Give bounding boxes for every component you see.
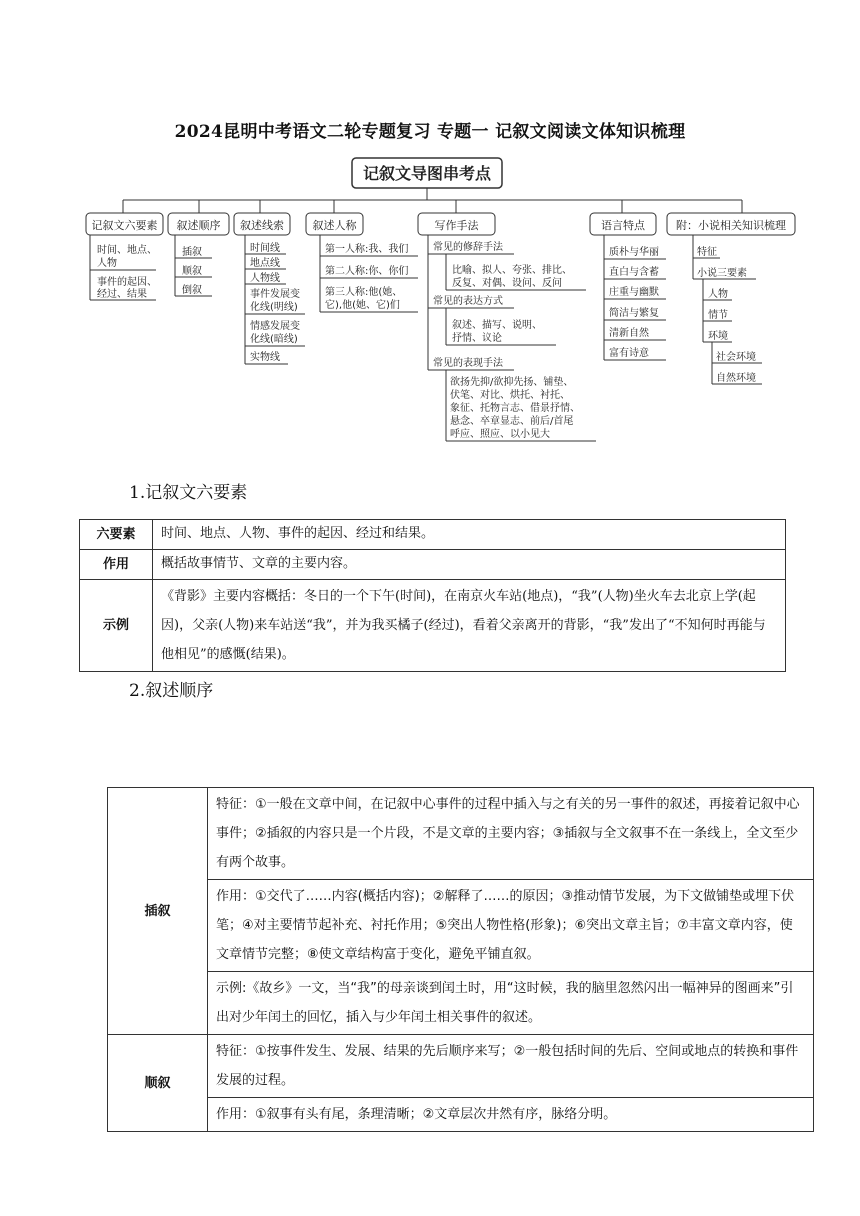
- mindmap-node-label: 清新自然: [609, 328, 649, 339]
- mindmap-node-label: 第一人称:我、我们: [325, 244, 409, 255]
- mindmap-node-label: 反复、对偶、设问、反问: [452, 278, 562, 289]
- mindmap-node-label: 情感发展变: [250, 321, 300, 332]
- table1-cell-elements: 时间、地点、人物、事件的起因、经过和结果。: [153, 520, 786, 550]
- mindmap-node-label: 时间、地点、: [97, 245, 157, 256]
- mindmap-node-label: 自然环境: [716, 373, 756, 384]
- section-heading-1: 1.记叙文六要素: [129, 483, 248, 503]
- mindmap-node-label: 质朴与华丽: [609, 247, 659, 258]
- mindmap-node-label: 倒叙: [182, 285, 202, 296]
- mindmap-node-label: 写作手法: [434, 219, 479, 232]
- mindmap-node-label: 化线(暗线): [250, 334, 298, 345]
- mindmap-node-label: 人物: [97, 258, 117, 269]
- mind-map: [0, 0, 860, 460]
- mindmap-node-label: 小说三要素: [697, 268, 747, 279]
- mindmap-node-label: 比喻、拟人、夸张、排比、: [452, 265, 572, 276]
- elements-table: [79, 519, 786, 672]
- mindmap-node-label: 人物: [708, 289, 728, 300]
- mindmap-node-label: 环境: [708, 331, 728, 342]
- mindmap-node-label: 地点线: [250, 258, 280, 269]
- mindmap-node-label: 叙述顺序: [176, 219, 221, 232]
- mindmap-node-label: 第二人称:你、你们: [325, 266, 409, 277]
- mindmap-node-label: 情节: [708, 310, 728, 321]
- table1-header-example: 示例: [80, 580, 153, 672]
- mindmap-node-label: 叙述、描写、说明、: [452, 320, 542, 331]
- mindmap-node-label: 时间线: [250, 243, 280, 254]
- mindmap-node-label: 顺叙: [182, 266, 202, 277]
- mindmap-root: 记叙文导图串考点: [362, 164, 492, 183]
- table1-header-elements: 六要素: [80, 520, 153, 550]
- mindmap-node-label: 抒情、议论: [452, 333, 502, 344]
- narrative-order-table: [107, 787, 814, 1132]
- mindmap-node-label: 悬念、卒章显志、前后/首尾: [450, 416, 574, 427]
- mindmap-node-label: 常见的修辞手法: [433, 242, 503, 253]
- mindmap-node-label: 常见的表现手法: [433, 358, 503, 369]
- chaxu-example: 示例:《故乡》一文，当“我”的母亲谈到闰土时，用“这时候，我的脑里忽然闪出一幅神异的图画来”引出对少年闰土的回忆，插入与少年闰土相关事件的叙述。: [208, 972, 814, 1035]
- mindmap-node-label: 它),他(她、它)们: [325, 300, 400, 311]
- mindmap-node-label: 富有诗意: [609, 348, 649, 359]
- mindmap-node-label: 伏笔、对比、烘托、衬托、: [450, 390, 570, 401]
- table2-header-chaxu: 插叙: [108, 788, 208, 1035]
- mindmap-node-label: 呼应、照应、以小见大: [450, 429, 550, 440]
- mindmap-node-label: 语言特点: [601, 219, 645, 232]
- mindmap-node-label: 欲扬先抑/欲抑先扬、铺垫、: [450, 377, 574, 388]
- mindmap-node-label: 经过、结果: [97, 289, 147, 300]
- mindmap-node-label: 第三人称:他(她、: [325, 287, 403, 298]
- mindmap-node-label: 叙述线索: [240, 219, 284, 232]
- mindmap-node-label: 人物线: [250, 273, 280, 284]
- mindmap-node-label: 记叙文六要素: [91, 219, 158, 232]
- mindmap-node-label: 特征: [697, 247, 717, 258]
- shunxu-role: 作用：①叙事有头有尾，条理清晰；②文章层次井然有序，脉络分明。: [208, 1098, 814, 1132]
- section-heading-2: 2.叙述顺序: [129, 681, 214, 701]
- shunxu-feature: 特征：①按事件发生、发展、结果的先后顺序来写；②一般包括时间的先后、空间或地点的转换和事件发展的过程。: [208, 1035, 814, 1098]
- table1-cell-example: 《背影》主要内容概括：冬日的一个下午(时间)，在南京火车站(地点)，“我”(人物)坐火车去北京上学(起因)，父亲(人物)来车站送“我”，并为我买橘子(经过)，看着父亲离开的背影，“我”发出了“不知何时再能与他相见”的感慨(结果)。: [153, 580, 786, 672]
- mindmap-node-label: 象征、托物言志、借景抒情、: [450, 403, 580, 414]
- table1-header-role: 作用: [80, 550, 153, 580]
- mindmap-node-label: 叙述人称: [312, 219, 357, 232]
- chaxu-feature: 特征：①一般在文章中间，在记叙中心事件的过程中插入与之有关的另一事件的叙述，再接着记叙中心事件；②插叙的内容只是一个片段，不是文章的主要内容；③插叙与全文叙事不在一条线上，全文至少有两个故事。: [208, 788, 814, 880]
- table1-cell-role: 概括故事情节、文章的主要内容。: [153, 550, 786, 580]
- mindmap-node-label: 实物线: [250, 352, 280, 363]
- document-title: 2024昆明中考语文二轮专题复习 专题一 记叙文阅读文体知识梳理: [174, 122, 686, 142]
- mindmap-node-label: 事件的起因、: [97, 277, 157, 288]
- table2-header-shunxu: 顺叙: [108, 1035, 208, 1132]
- mindmap-node-label: 社会环境: [716, 352, 756, 363]
- chaxu-role: 作用：①交代了……内容(概括内容)；②解释了……的原因；③推动情节发展，为下文做铺垫或埋下伏笔；④对主要情节起补充、衬托作用；⑤突出人物性格(形象)；⑥突出文章主旨；⑦丰富文章内容，使文章情节完整；⑧使文章结构富于变化，避免平铺直叙。: [208, 880, 814, 972]
- mindmap-node-label: 插叙: [182, 247, 202, 258]
- mindmap-node-label: 庄重与幽默: [609, 287, 659, 298]
- mindmap-node-label: 直白与含蓄: [609, 267, 659, 278]
- mindmap-node-label: 常见的表达方式: [433, 296, 503, 307]
- mindmap-node-label: 附：小说相关知识梳理: [676, 219, 786, 232]
- mindmap-node-label: 化线(明线): [250, 302, 298, 313]
- mindmap-node-label: 简洁与繁复: [609, 308, 659, 319]
- mindmap-node-label: 事件发展变: [250, 289, 300, 300]
